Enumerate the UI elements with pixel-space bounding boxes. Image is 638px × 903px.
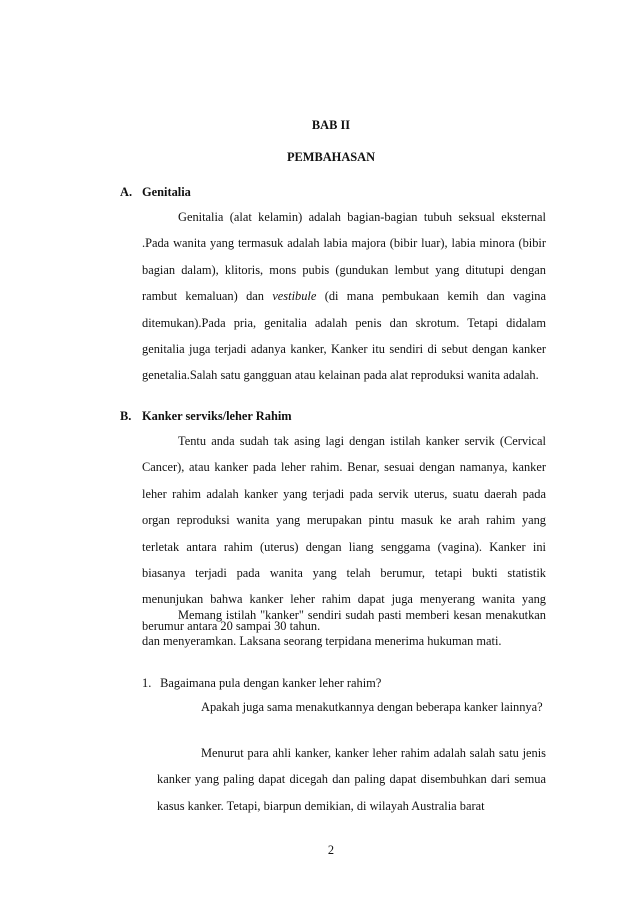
section-a-heading (120, 185, 191, 200)
section-b-letter: B. (120, 409, 132, 423)
list-item-number: 1. (142, 676, 152, 690)
section-a-paragraph-part2: (di mana pembukaan kemih dan vagina ditemukan).Pada pria, genitalia adalah penis dan skrotum. Tetapi didalam genitalia juga terjadi adanya kanker, Kanker itu sendiri di sebut dengan kanker genetalia.Salah satu gangguan atau kelainan pada alat reproduksi wanita adalah. (142, 289, 547, 383)
section-b-paragraph-2: Memang istilah "kanker" sendiri sudah pasti memberi kesan menakutkan dan menyeramkan. Laksana seorang terpidana menerima hukuman mati. (142, 608, 546, 649)
list-item (142, 676, 381, 691)
list-sub-paragraph-1: Apakah juga sama menakutkannya dengan beberapa kanker lainnya? (201, 700, 543, 714)
section-a-letter: A. (120, 185, 133, 199)
list-item-title: Bagaimana pula dengan kanker leher rahim? (160, 676, 382, 690)
list-sub-paragraph-2: Menurut para ahli kanker, kanker leher rahim adalah salah satu jenis kanker yang paling dapat dicegah dan paling dapat disembuhkan dari semua kasus kanker. Tetapi, biarpun demikian, di wilayah Australia barat (157, 746, 546, 813)
chapter-title: BAB II (311, 118, 351, 132)
section-b-paragraph-1: Tentu anda sudah tak asing lagi dengan istilah kanker servik (Cervical Cancer), atau kanker pada leher rahim. Benar, sesuai dengan namanya, kanker leher rahim adalah kanker yang terjadi pada servik uterus, suatu daerah pada organ reproduksi wanita yang merupakan pintu masuk ke arah rahim yang terletak antara rahim (uterus) dengan liang senggama (vagina). Kanker ini biasanya terjadi pada wanita yang telah berumur, tetapi bukti statistik menunjukan bahwa kanker leher rahim dapat juga menyerang wanita yang berumur antara 20 sampai 30 tahun. (142, 434, 546, 633)
section-a-paragraph-part1: Genitalia (alat kelamin) adalah bagian-bagian tubuh seksual eksternal .Pada wanita yang termasuk adalah labia majora (bibir luar), labia minora (bibir bagian dalam), klitoris, mons pubis (gundukan lembut yang ditutupi dengan rambut kemaluan) dan (142, 210, 546, 304)
section-b-heading (120, 409, 292, 424)
section-b-title: Kanker serviks/leher Rahim (142, 409, 292, 423)
chapter-subtitle: PEMBAHASAN (286, 150, 376, 164)
section-a-title: Genitalia (142, 185, 191, 199)
section-a-paragraph (142, 204, 546, 389)
section-a-paragraph-italic: vestibule (272, 289, 317, 304)
page-number: 2 (327, 843, 335, 857)
